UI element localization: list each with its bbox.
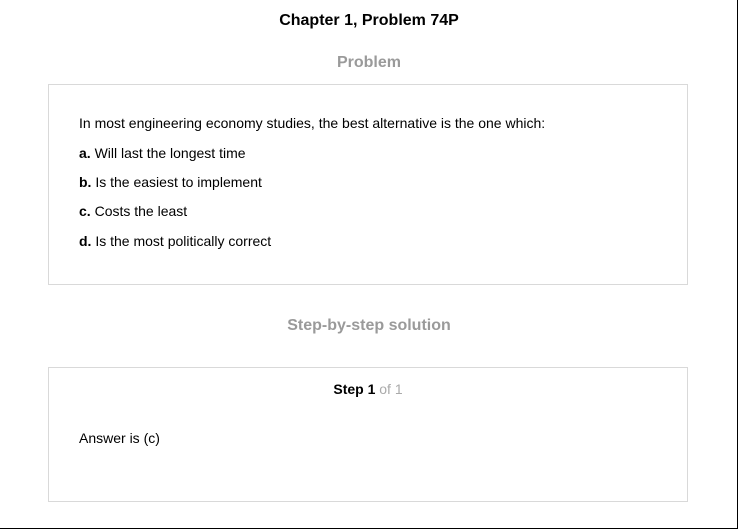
- option-letter: c.: [79, 203, 91, 219]
- option-letter: a.: [79, 145, 91, 161]
- option-text: Is the most politically correct: [95, 233, 272, 249]
- option-text: Costs the least: [94, 203, 188, 219]
- option-d: [79, 233, 271, 249]
- solution-box: [48, 367, 688, 502]
- option-letter: d.: [79, 233, 92, 249]
- problem-question: In most engineering economy studies, the best alternative is the one which:: [79, 115, 546, 131]
- step-label: Step 1: [333, 381, 376, 397]
- solution-heading: Step-by-step solution: [287, 317, 451, 334]
- option-a: [79, 145, 246, 161]
- option-c: [79, 203, 187, 219]
- problem-heading: Problem: [336, 54, 401, 71]
- step-header: [49, 381, 687, 397]
- answer-text: Answer is (c): [79, 430, 160, 446]
- option-text: Is the easiest to implement: [95, 174, 262, 190]
- option-b: [79, 174, 262, 190]
- option-text: Will last the longest time: [94, 145, 246, 161]
- option-letter: b.: [79, 174, 92, 190]
- page-title: Chapter 1, Problem 74P: [279, 12, 459, 29]
- problem-box: [48, 84, 688, 285]
- step-count: of 1: [379, 381, 403, 397]
